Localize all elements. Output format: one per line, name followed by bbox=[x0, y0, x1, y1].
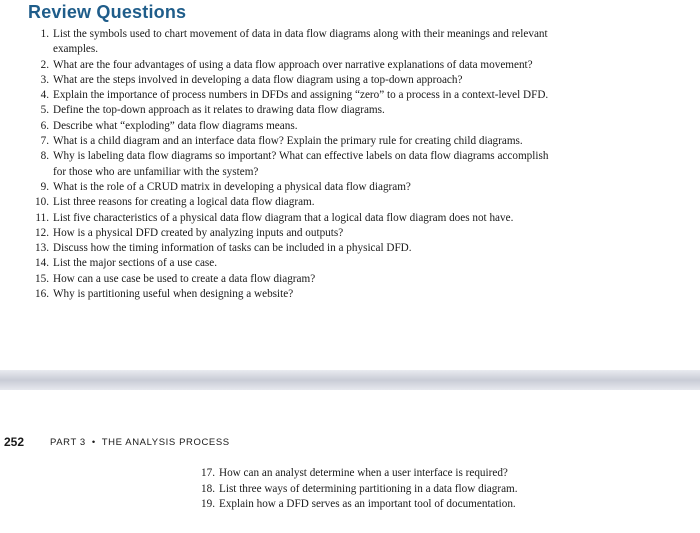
list-item bbox=[0, 149, 700, 180]
question-number: 17. bbox=[201, 467, 215, 479]
question-number: 2. bbox=[40, 58, 49, 71]
list-item bbox=[0, 27, 700, 58]
question-text: Explain how a DFD serves as an important tool of documentation. bbox=[219, 498, 516, 510]
list-item bbox=[0, 226, 700, 241]
question-number: 15. bbox=[35, 272, 49, 285]
list-item bbox=[0, 211, 700, 226]
running-head bbox=[50, 437, 230, 448]
question-text: List five characteristics of a physical data flow diagram that a logical data flow diagram does not have. bbox=[53, 211, 514, 224]
section-heading: Review Questions bbox=[28, 2, 187, 22]
question-number: 19. bbox=[201, 498, 215, 510]
question-text: List three reasons for creating a logical data flow diagram. bbox=[53, 196, 315, 209]
list-item bbox=[0, 256, 700, 271]
list-item bbox=[0, 497, 700, 513]
part-label: PART 3 bbox=[50, 437, 86, 448]
section-label: THE ANALYSIS PROCESS bbox=[101, 437, 230, 448]
question-text: What are the steps involved in developing a data flow diagram using a top-down approach? bbox=[53, 73, 463, 86]
list-item bbox=[0, 119, 700, 134]
page-number: 252 bbox=[4, 435, 25, 449]
list-item bbox=[0, 241, 700, 256]
question-number: 5. bbox=[40, 104, 49, 117]
question-number: 14. bbox=[35, 257, 49, 270]
question-number: 3. bbox=[40, 73, 49, 86]
question-number: 10. bbox=[35, 196, 49, 209]
page-divider bbox=[0, 370, 700, 390]
question-list bbox=[0, 27, 700, 302]
list-item bbox=[0, 88, 700, 103]
question-text: How can a use case be used to create a data flow diagram? bbox=[53, 272, 316, 285]
list-item bbox=[0, 287, 700, 302]
question-text: Why is labeling data flow diagrams so important? What can effective labels on data flow diagrams accomplish for those who are unfamiliar with the system? bbox=[53, 150, 549, 178]
question-number: 4. bbox=[40, 89, 49, 102]
question-text: List three ways of determining partitioning in a data flow diagram. bbox=[219, 482, 518, 495]
list-item bbox=[0, 103, 700, 118]
question-number: 7. bbox=[40, 135, 49, 148]
question-number: 8. bbox=[40, 150, 49, 163]
question-text: What is a child diagram and an interface data flow? Explain the primary rule for creating child diagrams. bbox=[53, 135, 523, 148]
question-number: 9. bbox=[40, 180, 49, 193]
bullet-separator: • bbox=[91, 437, 96, 448]
list-item bbox=[0, 58, 700, 73]
question-number: 11. bbox=[35, 211, 49, 224]
question-text: List the symbols used to chart movement of data in data flow diagrams along with their meanings and relevant examples. bbox=[53, 28, 548, 56]
question-text: What is the role of a CRUD matrix in developing a physical data flow diagram? bbox=[53, 180, 411, 193]
question-text: How can an analyst determine when a user interface is required? bbox=[219, 467, 508, 479]
question-text: Why is partitioning useful when designing a website? bbox=[53, 288, 294, 301]
continued-question-list bbox=[0, 466, 700, 513]
question-text: Explain the importance of process numbers in DFDs and assigning “zero” to a process in a context-level DFD. bbox=[53, 89, 549, 102]
list-item bbox=[0, 134, 700, 149]
question-number: 13. bbox=[35, 242, 49, 255]
list-item bbox=[0, 272, 700, 287]
question-text: List the major sections of a use case. bbox=[53, 257, 218, 270]
list-item bbox=[0, 73, 700, 88]
list-item bbox=[0, 195, 700, 210]
question-number: 1. bbox=[40, 28, 49, 40]
question-text: Define the top-down approach as it relates to drawing data flow diagrams. bbox=[53, 104, 385, 117]
question-text: What are the four advantages of using a data flow approach over narrative explanations of data movement? bbox=[53, 58, 533, 71]
list-item bbox=[0, 466, 700, 482]
question-number: 18. bbox=[201, 482, 215, 495]
question-text: Discuss how the timing information of tasks can be included in a physical DFD. bbox=[53, 242, 412, 255]
question-number: 12. bbox=[35, 226, 49, 239]
list-item bbox=[0, 482, 700, 498]
question-number: 6. bbox=[40, 119, 49, 132]
question-number: 16. bbox=[35, 288, 49, 301]
list-item bbox=[0, 180, 700, 195]
question-text: Describe what “exploding” data flow diagrams means. bbox=[53, 119, 298, 132]
question-text: How is a physical DFD created by analyzing inputs and outputs? bbox=[53, 226, 344, 239]
